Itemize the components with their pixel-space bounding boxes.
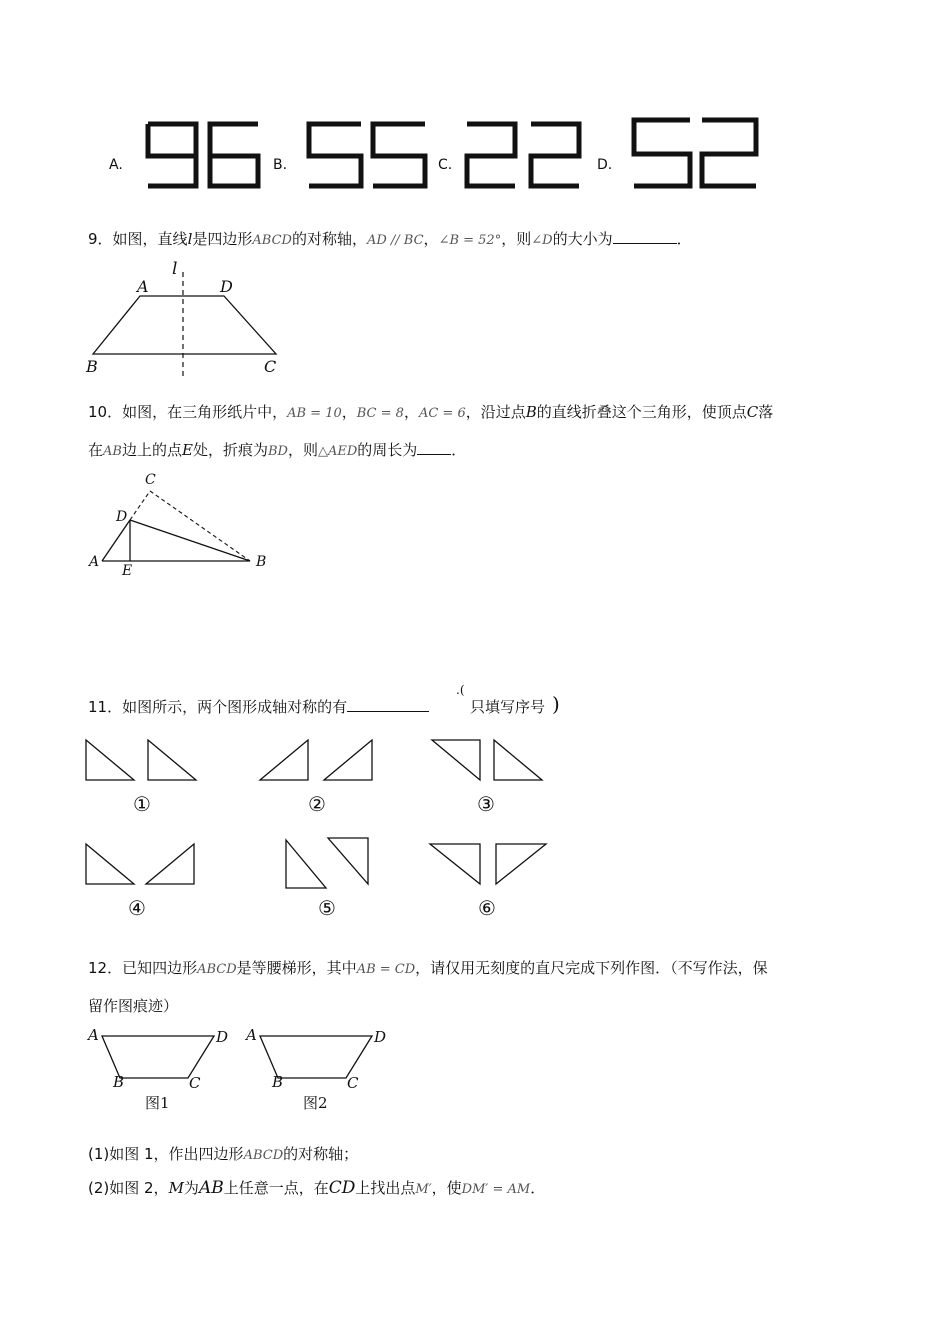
q10-text: 落 (758, 403, 774, 421)
math-triangle-aed: △AED (317, 444, 358, 459)
vertex-e: E (122, 563, 133, 579)
math-abcd: ABCD (197, 962, 237, 977)
q12-stem-line2: 留作图痕迹） (88, 997, 179, 1015)
trapezoid-abcd (93, 296, 276, 354)
q10-text: ，沿过点 (465, 403, 526, 421)
math-abcd: ABCD (243, 1148, 284, 1163)
q10-text: ． (451, 441, 467, 459)
q12-sub2-text: 上任意一点，在 (223, 1179, 329, 1197)
q12-sub1-text: (1)如图 1，作出四边形 (88, 1145, 244, 1163)
fig1-caption: 图1 (145, 1094, 170, 1112)
q10-stem-line2 (88, 440, 466, 462)
figure-label-3: ③ (477, 792, 495, 816)
option-b-label: B. (273, 157, 288, 173)
math-ab: AB (103, 444, 122, 459)
vertex-a: A (89, 554, 100, 570)
fig2-vertex-a: A (246, 1026, 257, 1044)
line-l: l (187, 230, 193, 248)
q10-text: 处，折痕为 (192, 441, 268, 459)
q9-stem (88, 229, 692, 251)
figure-label-5: ⑤ (318, 896, 336, 920)
math-m-prime: M′ (415, 1182, 432, 1197)
q12-stem-line1 (88, 958, 768, 980)
fig2-vertex-c: C (347, 1074, 359, 1092)
q9-text: ． (676, 230, 692, 248)
math-ab: AB = 10 (287, 406, 342, 421)
figure-label-2: ② (308, 792, 326, 816)
axis-label-l: l (172, 259, 178, 279)
q9-text: 是四边形 (192, 230, 253, 248)
q9-text: ， (423, 230, 439, 248)
q10-text: 边上的点 (121, 441, 182, 459)
q9-text: 的对称轴， (291, 230, 367, 248)
option-c-digits (463, 120, 585, 192)
q12-sub2-text: ． (530, 1179, 546, 1197)
fig2-trapezoid (260, 1036, 372, 1078)
q12-sub1 (88, 1144, 358, 1166)
math-parallel: AD // BC (366, 233, 424, 248)
q11-number: 11． (88, 698, 123, 716)
q10-fold-triangle-figure (90, 475, 280, 585)
q10-text: 如图，在三角形纸片中， (122, 403, 288, 421)
q12-text: 已知四边形 (122, 959, 198, 977)
fig2-caption: 图2 (303, 1094, 328, 1112)
q12-sub2-text: (2)如图 2， (88, 1179, 169, 1197)
q12-text: 是等腰梯形，其中 (236, 959, 357, 977)
math-angle-d: ∠D (531, 233, 553, 248)
q12-sub1-text: 的对称轴； (283, 1145, 359, 1163)
option-c-label: C. (438, 157, 453, 173)
q12-number: 12． (88, 959, 123, 977)
figure-label-1: ① (133, 792, 151, 816)
q11-close-paren: ) (552, 692, 560, 716)
fig2-vertex-d: D (374, 1028, 387, 1046)
figure-label-4: ④ (128, 896, 146, 920)
math-dm-eq-am: DM′ = AM (461, 1182, 531, 1197)
option-d-label: D. (597, 157, 613, 173)
q9-trapezoid-figure (80, 258, 290, 388)
q11-text: 如图所示，两个图形成轴对称的有 (122, 698, 348, 716)
math-bc: BC = 8 (356, 406, 404, 421)
segment-cd: CD (328, 1178, 356, 1198)
q12-sub2-text: 上找出点 (355, 1179, 416, 1197)
fig1-vertex-b: B (113, 1073, 125, 1091)
vertex-d: D (116, 509, 128, 525)
math-bd: BD (267, 444, 288, 459)
vertex-d: D (220, 277, 233, 296)
q11-hint: 只填写序号 (470, 698, 546, 716)
figure-label-6: ⑥ (478, 896, 496, 920)
vertex-c: C (145, 472, 156, 488)
fig1-vertex-a: A (88, 1026, 99, 1044)
q12-sub2-text: ，使 (431, 1179, 462, 1197)
q12-sub2-text: 为 (183, 1179, 199, 1197)
option-a-label: A. (109, 157, 123, 173)
q10-text: ，则 (287, 441, 318, 459)
q10-stem-line1 (88, 402, 773, 424)
segment-ab: AB (198, 1178, 224, 1198)
math-ac: AC = 6 (418, 406, 466, 421)
fig1-vertex-c: C (189, 1074, 201, 1092)
vertex-b: B (86, 357, 98, 376)
q12-sub2 (88, 1178, 545, 1200)
q10-text: 的周长为 (357, 441, 418, 459)
vertex-b: B (256, 554, 267, 570)
fig2-vertex-b: B (272, 1073, 284, 1091)
point-m: M (168, 1179, 184, 1197)
point-c: C (746, 403, 759, 421)
fig1-trapezoid (102, 1036, 214, 1078)
fig1-vertex-d: D (216, 1028, 229, 1046)
point-e: E (181, 441, 193, 459)
q9-number: 9． (88, 230, 113, 248)
q9-text: 如图，直线 (112, 230, 188, 248)
answer-blank[interactable] (613, 229, 677, 244)
q10-text: ， (403, 403, 419, 421)
vertex-a: A (137, 277, 149, 296)
q10-text: 的直线折叠这个三角形，使顶点 (536, 403, 747, 421)
q10-text: 在 (88, 441, 104, 459)
vertex-c: C (264, 357, 277, 376)
option-d-digits (630, 116, 760, 190)
q12-text: ，请仅用无刻度的直尺完成下列作图．（不写作法，保 (415, 959, 768, 977)
q9-text: 的大小为 (552, 230, 613, 248)
point-b: B (525, 403, 537, 421)
math-angle-b: ∠B = 52° (438, 233, 502, 248)
q10-text: ， (341, 403, 357, 421)
q10-number: 10． (88, 403, 123, 421)
option-b-digits (305, 120, 430, 192)
q11-paren: .( (456, 683, 465, 697)
q11-stem (88, 697, 429, 717)
math-ab-eq-cd: AB = CD (356, 962, 416, 977)
math-abcd: ABCD (252, 233, 292, 248)
q11-triangles-figure (82, 736, 562, 896)
answer-blank[interactable] (417, 440, 451, 455)
answer-blank[interactable] (347, 697, 429, 712)
q9-text: ，则 (501, 230, 532, 248)
option-a-digits (144, 120, 264, 192)
